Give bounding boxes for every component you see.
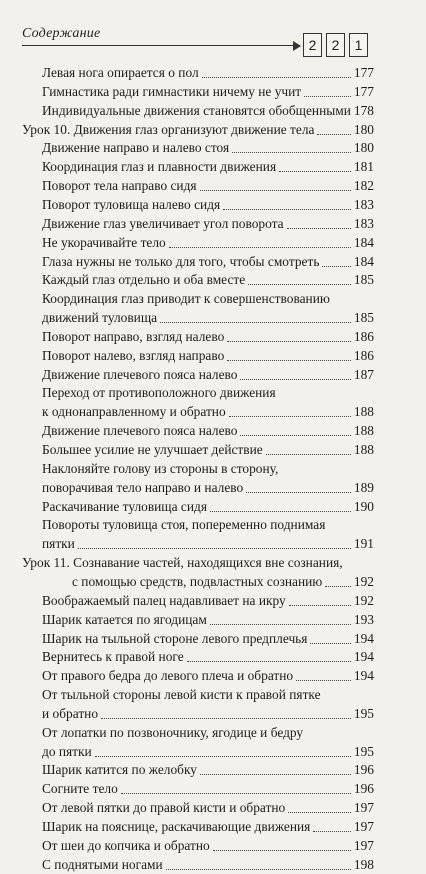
toc-entry-title: Шарик катается по ягодицам (42, 611, 207, 627)
dot-leader (279, 171, 351, 172)
toc-page-number: 188 (353, 423, 374, 439)
toc-entry-title: Движение направо и налево стоя (42, 140, 230, 156)
toc-entry (42, 158, 374, 176)
toc-entry (42, 139, 374, 157)
toc-entry (42, 441, 374, 459)
toc-entry-title: Поворот направо, взгляд налево (42, 328, 225, 344)
toc-entry (42, 761, 374, 779)
toc-entry-title: Урок 10. Движения глаз организуют движение тела (22, 121, 315, 137)
dot-leader (240, 379, 351, 380)
toc-entry-title: Наклоняйте голову из стороны в сторону, (42, 460, 279, 476)
toc-entry (42, 630, 374, 648)
toc-entry-title: поворачивая тело направо и налево (42, 479, 244, 495)
toc-entry-title: Движение плечевого пояса налево (42, 366, 238, 382)
toc-entry-title: к однонаправленному и обратно (42, 404, 226, 420)
toc-entry-title: и обратно (42, 705, 99, 721)
toc-entry-title: От лопатки по позвоночнику, ягодице и бедру (42, 724, 304, 740)
dot-leader (246, 492, 351, 493)
dot-leader (78, 548, 351, 549)
dot-leader (232, 152, 351, 153)
dot-leader (313, 831, 351, 832)
toc-entry (42, 366, 374, 384)
toc-page-number: 196 (353, 781, 374, 797)
toc-entry-title: Воображаемый палец надавливает на икру (42, 592, 286, 608)
toc-page-number: 183 (353, 215, 374, 231)
dot-leader (296, 680, 351, 681)
toc-entry (42, 780, 374, 798)
dot-leader (223, 209, 351, 210)
toc-entry (42, 215, 374, 233)
toc-entry-title: Координация глаз приводит к совершенствованию (42, 291, 330, 307)
toc-entry (42, 498, 374, 516)
toc-entry-title: Каждый глаз отдельно и оба вместе (42, 272, 246, 288)
arrow-icon (293, 41, 301, 51)
dot-leader (210, 624, 351, 625)
toc-page-number: 184 (353, 253, 374, 269)
toc-page-number: 187 (353, 366, 374, 382)
dot-leader (213, 850, 351, 851)
toc-entry-title: От шеи до копчика и обратно (42, 837, 210, 853)
toc-entry-title: движений туловища (42, 310, 158, 326)
toc-page-number: 193 (353, 611, 374, 627)
toc-entry (42, 347, 374, 365)
dot-leader (317, 134, 351, 135)
toc-entry-title: пятки (42, 536, 75, 552)
toc-entry-title: с помощью средств, подвластных сознанию (72, 573, 323, 589)
toc-entry-title: От левой пятки до правой кисти и обратно (42, 800, 286, 816)
dot-leader (266, 454, 351, 455)
toc-entry (42, 667, 374, 685)
toc-page-number: 180 (353, 140, 374, 156)
toc-page-number: 191 (353, 536, 374, 552)
dot-leader (202, 77, 351, 78)
toc-entry-title: Шарик на пояснице, раскачивающие движения (42, 819, 311, 834)
dot-leader (166, 869, 351, 870)
toc-entry (42, 177, 374, 195)
toc-entry (42, 856, 374, 874)
page-number-digit: 2 (326, 33, 345, 57)
toc-entry (42, 460, 374, 478)
dot-leader (304, 96, 351, 97)
toc-entry (42, 724, 374, 742)
toc-entry-title: Переход от противоположного движения (42, 385, 276, 401)
toc-entry-title: Движение плечевого пояса налево (42, 423, 238, 439)
toc-entry (42, 705, 374, 723)
toc-page-number: 194 (353, 668, 374, 684)
toc-page-number: 195 (353, 743, 374, 759)
toc-entry (42, 253, 374, 271)
dot-leader (200, 190, 351, 191)
toc-entry-title: Шарик на тыльной стороне левого предплечья (42, 630, 308, 646)
section-title: Содержание (22, 26, 101, 41)
dot-leader (227, 341, 351, 342)
toc-entry-title: Шарик катится по желобку (42, 762, 197, 778)
toc-entry (42, 64, 374, 82)
toc-page-number: 195 (353, 705, 374, 721)
dot-leader (248, 284, 351, 285)
toc-lesson-entry (22, 554, 374, 572)
toc-entry-title: Левая нога опирается о пол (42, 65, 199, 80)
toc-entry (42, 743, 374, 761)
toc-entry-title: Урок 11. Сознавание частей, находящихся вне сознания, (22, 555, 343, 571)
toc-entry (42, 516, 374, 534)
page-number-digit: 2 (303, 33, 322, 57)
dot-leader (121, 793, 351, 794)
toc-entry-title: Поворот туловища налево сидя (42, 196, 221, 212)
toc-entry (42, 309, 374, 327)
dot-leader (288, 812, 351, 813)
toc-page-number: 192 (353, 592, 374, 608)
dot-leader (325, 586, 351, 587)
toc-entry (42, 535, 374, 553)
dot-leader (160, 322, 351, 323)
toc-page-number: 198 (353, 856, 374, 872)
toc-entry (42, 290, 374, 308)
toc-page-number: 177 (353, 65, 374, 80)
dot-leader (289, 605, 351, 606)
toc-entry-title: Раскачивание туловища сидя (42, 498, 207, 514)
toc-page-number: 184 (353, 234, 374, 250)
dot-leader (200, 774, 351, 775)
toc-entry (42, 799, 374, 817)
toc-entry (42, 271, 374, 289)
toc-page-number: 190 (353, 498, 374, 514)
toc-entry-title: Движение глаз увеличивает угол поворота (42, 215, 284, 231)
toc-entry-title: Индивидуальные движения становятся обобщенными (42, 102, 351, 118)
toc-page-number: 197 (353, 837, 374, 853)
dot-leader (187, 661, 351, 662)
toc-entry-title: Не укорачивайте тело (42, 234, 166, 250)
toc-entry-title: От правого бедра до левого плеча и обратно (42, 668, 294, 684)
toc-page-number: 180 (353, 121, 374, 137)
toc-entry (42, 686, 374, 704)
toc-page-number: 194 (353, 649, 374, 665)
toc-page-number: 188 (353, 404, 374, 420)
toc-page-number: 178 (353, 102, 374, 118)
toc-entry (42, 592, 374, 610)
toc-entry-title: до пятки (42, 743, 92, 759)
toc-entry-title: Поворот тела направо сидя (42, 178, 197, 194)
toc-entry (42, 648, 374, 666)
dot-leader (322, 266, 351, 267)
dot-leader (287, 228, 351, 229)
toc-entry-title: С поднятыми ногами (42, 856, 163, 872)
toc-page-number: 188 (353, 442, 374, 457)
dot-leader (227, 360, 351, 361)
toc-entry (42, 328, 374, 346)
toc-entry-title: Вернитесь к правой ноге (42, 649, 184, 665)
running-header (0, 0, 426, 60)
toc-page-number: 186 (353, 347, 374, 363)
toc-page-number: 181 (353, 159, 374, 175)
toc-entry-title: Гимнастика ради гимнастики ничему не учит (42, 83, 302, 99)
dot-leader (240, 435, 351, 436)
toc-entry (42, 403, 374, 421)
page-number-digit: 1 (349, 33, 368, 57)
toc-entry-title: Координация глаз и плавности движения (42, 159, 277, 175)
toc-page-number: 196 (353, 762, 374, 778)
toc-entry (42, 611, 374, 629)
toc-entry (42, 837, 374, 855)
dot-leader (229, 416, 351, 417)
dot-leader (169, 247, 351, 248)
toc-entry (42, 479, 374, 497)
toc-entry-title: Поворот налево, взгляд направо (42, 347, 225, 363)
toc-entry (72, 573, 374, 591)
toc-entry-title: Большее усилие не улучшает действие (42, 442, 263, 457)
toc-entry (42, 102, 374, 120)
toc-page-number: 185 (353, 310, 374, 326)
dot-leader (210, 511, 351, 512)
toc-entry (42, 818, 374, 836)
toc-entry (42, 234, 374, 252)
toc-entry (42, 384, 374, 402)
toc-page-number: 197 (353, 800, 374, 816)
toc-page-number: 186 (353, 328, 374, 344)
dot-leader (101, 718, 351, 719)
toc-entry (42, 83, 374, 101)
toc-page-number: 182 (353, 178, 374, 194)
toc-entry-title: Повороты туловища стоя, попеременно поднимая (42, 517, 326, 533)
header-rule (22, 45, 300, 46)
toc-lesson-entry (22, 121, 374, 139)
toc-entry (42, 196, 374, 214)
toc-page-number: 194 (353, 630, 374, 646)
toc-entry-title: От тыльной стороны левой кисти к правой пятке (42, 687, 321, 703)
toc-entry-title: Глаза нужны не только для того, чтобы смотреть (42, 253, 320, 269)
toc-entry-title: Согните тело (42, 781, 118, 797)
dot-leader (310, 643, 351, 644)
toc-entry (42, 422, 374, 440)
dot-leader (95, 756, 351, 757)
toc-page-number: 192 (353, 573, 374, 589)
toc-page-number: 183 (353, 196, 374, 212)
toc-page-number: 197 (353, 819, 374, 834)
toc-page-number: 189 (353, 479, 374, 495)
toc-page-number: 185 (353, 272, 374, 288)
toc-page-number: 177 (353, 83, 374, 99)
